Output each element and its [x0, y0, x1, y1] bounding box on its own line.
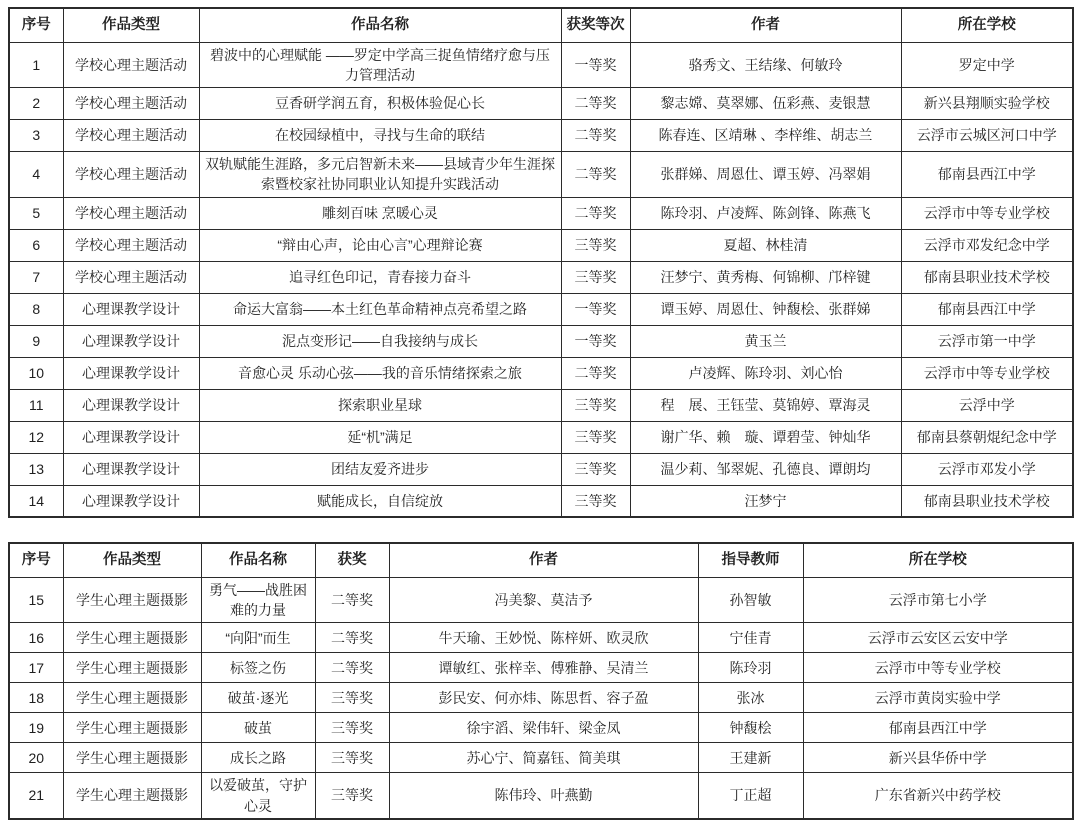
table-cell: 张冰 [698, 683, 803, 713]
table-cell: 二等奖 [315, 623, 389, 653]
table-cell: 17 [9, 653, 63, 683]
award-table-main-header [9, 8, 1073, 42]
table-cell: 一等奖 [561, 325, 630, 357]
table-cell: 泥点变形记——自我接纳与成长 [199, 325, 561, 357]
table-cell: 标签之伤 [201, 653, 315, 683]
table-cell: 心理课教学设计 [63, 421, 199, 453]
table-cell: 心理课教学设计 [63, 485, 199, 517]
table-cell: 8 [9, 293, 63, 325]
table-cell: 3 [9, 120, 63, 152]
table-cell: 三等奖 [561, 229, 630, 261]
table-cell: 骆秀文、王结缘、何敏玲 [630, 42, 901, 88]
table-gap [8, 518, 1072, 542]
table-row [9, 485, 1073, 517]
header-cell: 获奖 [315, 543, 389, 577]
table-cell: 学校心理主题活动 [63, 120, 199, 152]
table-cell: 一等奖 [561, 42, 630, 88]
table-cell: 5 [9, 197, 63, 229]
table-row [9, 713, 1073, 743]
table-row [9, 683, 1073, 713]
table-cell: 双轨赋能生涯路，多元启智新未来——县域青少年生涯探索暨校家社协同职业认知提升实践活动 [199, 152, 561, 198]
table-cell: “向阳”而生 [201, 623, 315, 653]
table-cell: 雕刻百味 烹暖心灵 [199, 197, 561, 229]
table-cell: 苏心宁、简嘉钰、简美琪 [389, 743, 698, 773]
table-cell: 18 [9, 683, 63, 713]
table-row [9, 389, 1073, 421]
table-cell: 张群娣、周恩仕、谭玉婷、冯翠娟 [630, 152, 901, 198]
table-cell: 一等奖 [561, 293, 630, 325]
table-cell: 学生心理主题摄影 [63, 713, 201, 743]
table-row [9, 325, 1073, 357]
table-cell: 9 [9, 325, 63, 357]
header-cell: 序号 [9, 8, 63, 42]
table-cell: 学生心理主题摄影 [63, 773, 201, 819]
award-table-main-body [9, 42, 1073, 517]
table-cell: 学校心理主题活动 [63, 229, 199, 261]
table-cell: 4 [9, 152, 63, 198]
table-cell: 郁南县职业技术学校 [901, 485, 1073, 517]
table-cell: 学生心理主题摄影 [63, 743, 201, 773]
table-cell: 云浮市黄岗实验中学 [803, 683, 1073, 713]
header-cell: 所在学校 [901, 8, 1073, 42]
table-cell: 团结友爱齐进步 [199, 453, 561, 485]
table-cell: 三等奖 [315, 773, 389, 819]
table-cell: 学校心理主题活动 [63, 197, 199, 229]
table-cell: 程 展、王钰莹、莫锦婷、覃海灵 [630, 389, 901, 421]
table-cell: 三等奖 [561, 485, 630, 517]
header-cell: 作品名称 [199, 8, 561, 42]
table-cell: 破茧·逐光 [201, 683, 315, 713]
table-cell: 汪梦宁 [630, 485, 901, 517]
table-cell: 20 [9, 743, 63, 773]
table-row [9, 653, 1073, 683]
table-cell: 7 [9, 261, 63, 293]
table-cell: 陈玲羽、卢凌辉、陈剑锋、陈燕飞 [630, 197, 901, 229]
table-cell: 13 [9, 453, 63, 485]
table-row [9, 152, 1073, 198]
header-cell: 作者 [389, 543, 698, 577]
table-cell: 云浮市邓发小学 [901, 453, 1073, 485]
table-cell: 汪梦宁、黄秀梅、何锦柳、邝梓键 [630, 261, 901, 293]
award-table-photography-body [9, 577, 1073, 819]
table-cell: “辩由心声，论由心言”心理辩论赛 [199, 229, 561, 261]
header-row [9, 543, 1073, 577]
table-cell: 谢广华、赖 璇、谭碧莹、钟灿华 [630, 421, 901, 453]
table-cell: 命运大富翁——本土红色革命精神点亮希望之路 [199, 293, 561, 325]
table-cell: 云浮市中等专业学校 [901, 197, 1073, 229]
table-cell: 温少莉、邹翠妮、孔德良、谭朗均 [630, 453, 901, 485]
table-cell: 谭敏红、张梓幸、傅雅静、吴清兰 [389, 653, 698, 683]
table-row [9, 773, 1073, 819]
table-cell: 三等奖 [315, 683, 389, 713]
header-cell: 指导教师 [698, 543, 803, 577]
table-cell: 探索职业星球 [199, 389, 561, 421]
table-cell: 广东省新兴中药学校 [803, 773, 1073, 819]
table-cell: 6 [9, 229, 63, 261]
table-cell: 10 [9, 357, 63, 389]
table-cell: 冯美黎、莫洁予 [389, 577, 698, 623]
header-cell: 作者 [630, 8, 901, 42]
table-cell: 卢凌辉、陈玲羽、刘心怡 [630, 357, 901, 389]
table-cell: 新兴县翔顺实验学校 [901, 88, 1073, 120]
award-table-photography [8, 542, 1074, 820]
table-row [9, 229, 1073, 261]
table-cell: 谭玉婷、周恩仕、钟馥桧、张群娣 [630, 293, 901, 325]
table-cell: 14 [9, 485, 63, 517]
table-row [9, 357, 1073, 389]
table-cell: 二等奖 [561, 88, 630, 120]
table-cell: 学校心理主题活动 [63, 261, 199, 293]
table-cell: 罗定中学 [901, 42, 1073, 88]
header-cell: 作品名称 [201, 543, 315, 577]
table-cell: 学校心理主题活动 [63, 88, 199, 120]
table-row [9, 88, 1073, 120]
table-cell: 云浮市第七小学 [803, 577, 1073, 623]
table-row [9, 293, 1073, 325]
table-cell: 云浮市中等专业学校 [901, 357, 1073, 389]
table-cell: 云浮市邓发纪念中学 [901, 229, 1073, 261]
table-cell: 二等奖 [315, 653, 389, 683]
table-row [9, 743, 1073, 773]
table-cell: 2 [9, 88, 63, 120]
table-cell: 徐宇滔、梁伟轩、梁金凤 [389, 713, 698, 743]
header-row [9, 8, 1073, 42]
table-cell: 黄玉兰 [630, 325, 901, 357]
table-cell: 钟馥桧 [698, 713, 803, 743]
table-cell: 心理课教学设计 [63, 453, 199, 485]
table-cell: 追寻红色印记，青春接力奋斗 [199, 261, 561, 293]
table-cell: 宁佳青 [698, 623, 803, 653]
table-cell: 牛天瑜、王妙悦、陈梓妍、欧灵欣 [389, 623, 698, 653]
table-cell: 夏超、林桂清 [630, 229, 901, 261]
table-cell: 郁南县西江中学 [901, 293, 1073, 325]
table-row [9, 42, 1073, 88]
header-cell: 作品类型 [63, 8, 199, 42]
table-cell: 心理课教学设计 [63, 389, 199, 421]
table-cell: 孙智敏 [698, 577, 803, 623]
table-cell: 19 [9, 713, 63, 743]
table-cell: 新兴县华侨中学 [803, 743, 1073, 773]
table-cell: 二等奖 [315, 577, 389, 623]
table-cell: 成长之路 [201, 743, 315, 773]
table-cell: 三等奖 [561, 389, 630, 421]
table-cell: 郁南县西江中学 [901, 152, 1073, 198]
table-cell: 云浮市云城区河口中学 [901, 120, 1073, 152]
table-cell: 三等奖 [315, 713, 389, 743]
table-row [9, 421, 1073, 453]
table-cell: 三等奖 [561, 421, 630, 453]
table-cell: 21 [9, 773, 63, 819]
table-cell: 二等奖 [561, 152, 630, 198]
table-cell: 陈伟玲、叶燕勤 [389, 773, 698, 819]
table-cell: 陈春连、区靖琳 、李梓维、胡志兰 [630, 120, 901, 152]
table-cell: 三等奖 [315, 743, 389, 773]
header-cell: 所在学校 [803, 543, 1073, 577]
table-cell: 二等奖 [561, 120, 630, 152]
table-cell: 12 [9, 421, 63, 453]
table-row [9, 261, 1073, 293]
table-row [9, 197, 1073, 229]
table-cell: 二等奖 [561, 197, 630, 229]
table-cell: 郁南县职业技术学校 [901, 261, 1073, 293]
table-cell: 1 [9, 42, 63, 88]
table-cell: 在校园绿植中，寻找与生命的联结 [199, 120, 561, 152]
table-cell: 学校心理主题活动 [63, 152, 199, 198]
table-cell: 15 [9, 577, 63, 623]
table-row [9, 623, 1073, 653]
table-cell: 学生心理主题摄影 [63, 623, 201, 653]
table-row [9, 120, 1073, 152]
table-cell: 学校心理主题活动 [63, 42, 199, 88]
table-cell: 碧波中的心理赋能 ——罗定中学高三捉鱼情绪疗愈与压力管理活动 [199, 42, 561, 88]
table-cell: 延“机”满足 [199, 421, 561, 453]
table-cell: 三等奖 [561, 453, 630, 485]
table-cell: 郁南县蔡朝焜纪念中学 [901, 421, 1073, 453]
table-cell: 赋能成长，自信绽放 [199, 485, 561, 517]
table-cell: 豆香研学润五育，积极体验促心长 [199, 88, 561, 120]
table-row [9, 453, 1073, 485]
header-cell: 获奖等次 [561, 8, 630, 42]
table-cell: 学生心理主题摄影 [63, 683, 201, 713]
table-cell: 学生心理主题摄影 [63, 577, 201, 623]
table-cell: 音愈心灵 乐动心弦——我的音乐情绪探索之旅 [199, 357, 561, 389]
table-cell: 云浮中学 [901, 389, 1073, 421]
table-cell: 学生心理主题摄影 [63, 653, 201, 683]
table-cell: 二等奖 [561, 357, 630, 389]
table-cell: 王建新 [698, 743, 803, 773]
table-cell: 云浮市中等专业学校 [803, 653, 1073, 683]
award-table-photography-header [9, 543, 1073, 577]
table-cell: 破茧 [201, 713, 315, 743]
table-cell: 彭民安、何亦炜、陈思哲、容子盈 [389, 683, 698, 713]
table-cell: 11 [9, 389, 63, 421]
table-cell: 黎志嫦、莫翠娜、伍彩燕、麦银慧 [630, 88, 901, 120]
table-cell: 郁南县西江中学 [803, 713, 1073, 743]
table-cell: 心理课教学设计 [63, 293, 199, 325]
table-cell: 心理课教学设计 [63, 357, 199, 389]
table-cell: 陈玲羽 [698, 653, 803, 683]
table-cell: 三等奖 [561, 261, 630, 293]
table-cell: 16 [9, 623, 63, 653]
award-table-main [8, 7, 1074, 518]
table-row [9, 577, 1073, 623]
header-cell: 作品类型 [63, 543, 201, 577]
table-cell: 丁正超 [698, 773, 803, 819]
table-cell: 心理课教学设计 [63, 325, 199, 357]
table-cell: 以爱破茧，守护心灵 [201, 773, 315, 819]
header-cell: 序号 [9, 543, 63, 577]
table-cell: 云浮市云安区云安中学 [803, 623, 1073, 653]
table-cell: 勇气——战胜困难的力量 [201, 577, 315, 623]
table-cell: 云浮市第一中学 [901, 325, 1073, 357]
